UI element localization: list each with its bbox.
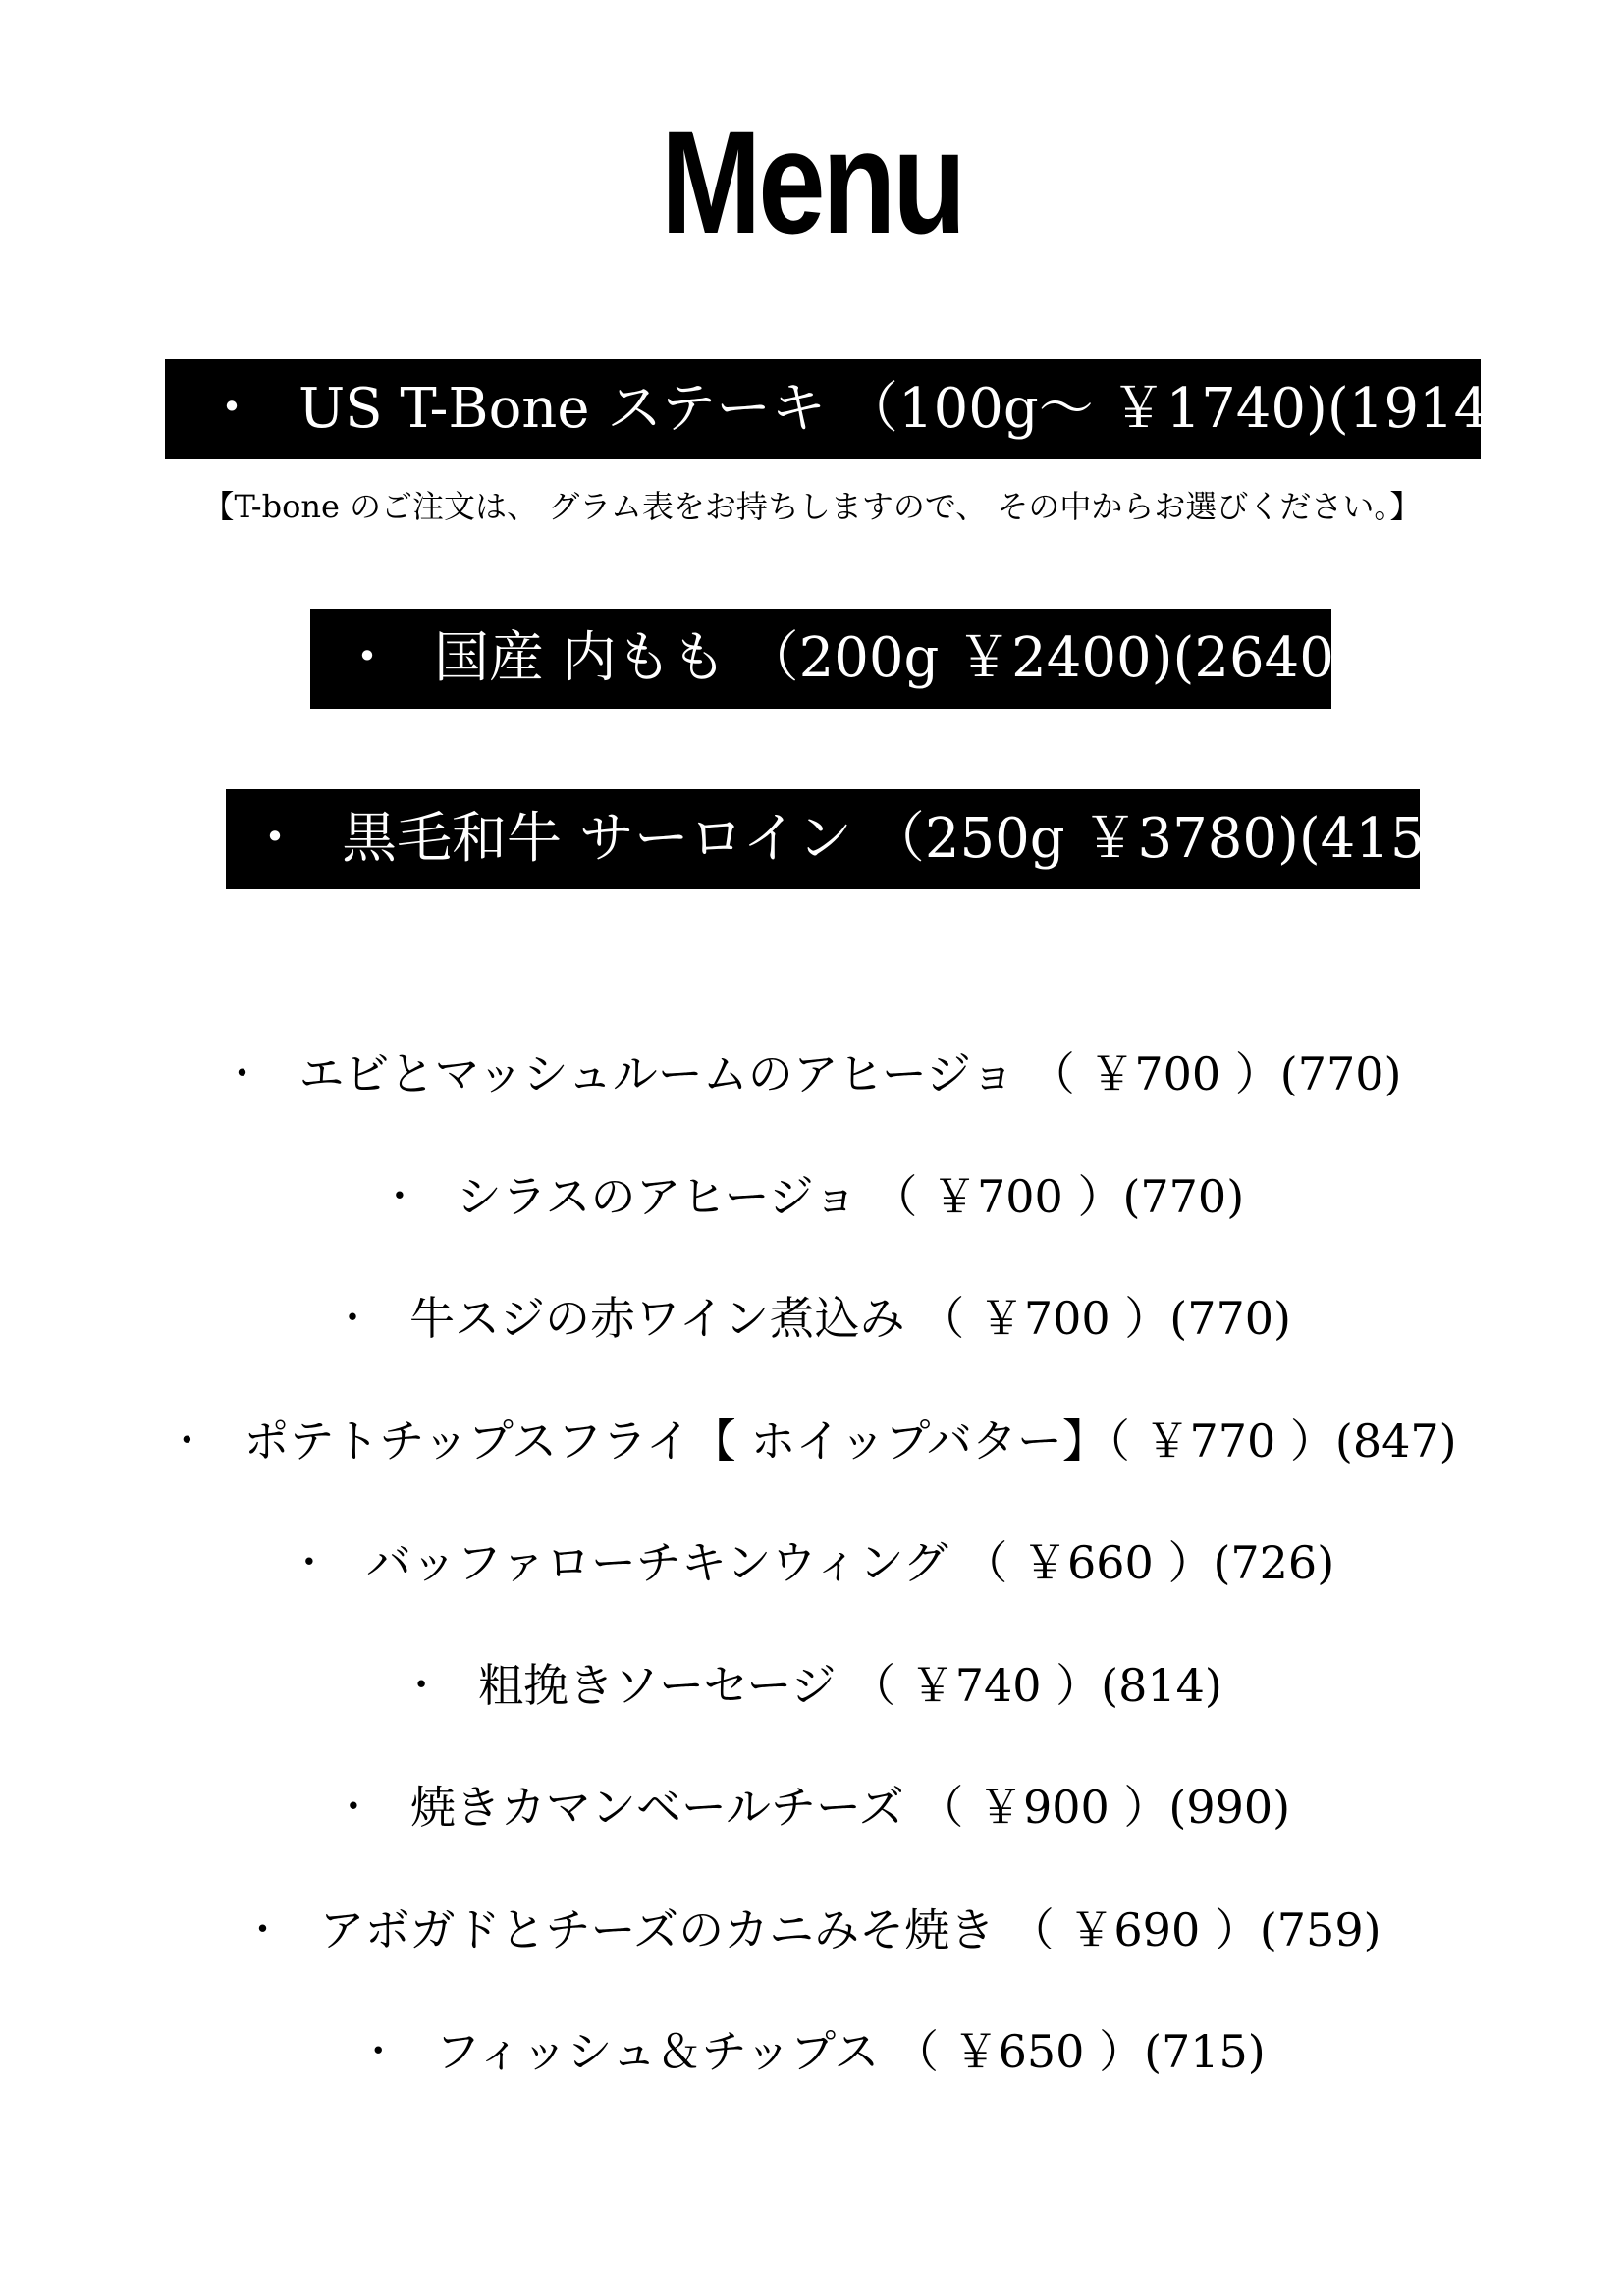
featured-item-domestic-uchimomo: [310, 609, 1389, 709]
menu-item-text: シラスのアヒージョ （ ￥700 ）(770): [456, 1169, 1245, 1223]
menu-item-fish-and-chips: [0, 2016, 1624, 2139]
menu-item-text: ポテトチップスフライ【 ホイップバター】（ ￥770 ）(847): [244, 1414, 1457, 1468]
bullet-icon: ・: [204, 377, 259, 441]
tbone-order-note: 【T-bone のご注文は、 グラム表をお持ちしますので、 その中からお選びください。】: [202, 488, 1422, 525]
menu-item-text: 粗挽きソーセージ （ ￥740 ）(814): [478, 1658, 1222, 1712]
bullet-icon: ・: [379, 1173, 419, 1219]
featured-item-text: 国産 内もも （200g ￥2400)(2640）: [434, 626, 1389, 690]
featured-item-text: 黒毛和牛 サーロイン （250g ￥3780)(4158): [342, 807, 1483, 871]
menu-item-coarse-sausage: [0, 1650, 1624, 1773]
menu-item-text: アボガドとチーズのカニみそ焼き （ ￥690 ）(759): [319, 1902, 1381, 1956]
bullet-icon: ・: [333, 1785, 373, 1830]
bullet-icon: ・: [243, 1906, 283, 1952]
menu-item-text: 牛スジの赤ワイン煮込み （ ￥700 ）(770): [409, 1292, 1291, 1345]
menu-item-baked-camembert: [0, 1772, 1624, 1895]
featured-item-text: US T-Bone ステーキ （100g～ ￥1740)(1914): [298, 377, 1511, 441]
menu-title: Menu: [660, 99, 964, 264]
menu-item-buffalo-chicken-wings: [0, 1527, 1624, 1650]
bullet-icon: ・: [358, 2029, 399, 2074]
bullet-icon: ・: [402, 1662, 442, 1708]
bullet-icon: ・: [333, 1296, 372, 1341]
bullet-icon: ・: [222, 1051, 262, 1096]
menu-item-text: フィッシュ＆チップス （ ￥650 ）(715): [435, 2025, 1266, 2078]
menu-item-avocado-cheese-kanimiso: [0, 1895, 1624, 2017]
bullet-icon: ・: [247, 807, 302, 871]
bullet-icon: ・: [289, 1540, 329, 1585]
featured-item-us-tbone-steak: [165, 359, 1511, 459]
menu-item-potato-chips-fry: [0, 1406, 1624, 1528]
bullet-icon: ・: [167, 1417, 207, 1464]
featured-item-wagyu-sirloin: [226, 789, 1483, 889]
menu-item-text: 焼きカマンベールチーズ （ ￥900 ）(990): [409, 1781, 1291, 1834]
bullet-icon: ・: [340, 626, 395, 690]
menu-item-beef-tendon-stew: [0, 1283, 1624, 1406]
menu-item-text: バッファローチキンウィング （ ￥660 ）(726): [365, 1536, 1335, 1589]
menu-item-shirasu-ajillo: [0, 1161, 1624, 1284]
side-menu-list: [0, 1039, 1624, 2139]
menu-item-shrimp-mushroom-ajillo: [0, 1039, 1624, 1161]
menu-item-text: エビとマッシュルームのアヒージョ （ ￥700 ）(770): [298, 1047, 1402, 1100]
